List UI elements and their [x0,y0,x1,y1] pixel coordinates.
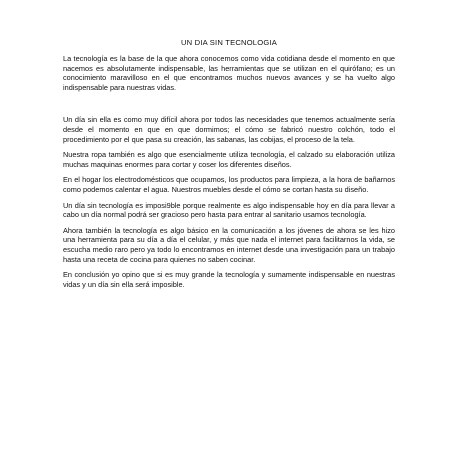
paragraph-clothing: Nuestra ropa también es algo que esencialmente utiliza tecnología, el calzado su elaboración utiliza muchas maquinas enormes para cortar y coser los diferentes diseños. [63,150,395,169]
paragraph-communication: Ahora también la tecnología es algo básico en la comunicación a los jóvenes de ahora se les hizo una herramienta para su día a día el celular, y más que nada el internet para facilitarnos la vida, se escucha medio raro pero ya todo lo encontramos en internet desde una investigación para un trabajo hasta una receta de cocina para quienes no saben cocinar. [63,225,395,264]
paragraph-conclusion: En conclusión yo opino que si es muy grande la tecnología y sumamente indispensable en nuestras vidas y un día sin ella será imposible. [63,270,395,289]
document-title: UN DIA SIN TECNOLOGIA [180,38,278,47]
paragraph-home: En el hogar los electrodomésticos que ocupamos, los productos para limpieza, a la hora de bañarnos como podemos calentar el agua. Nuestros muebles desde el cómo se cortan hasta su diseño. [63,175,395,194]
paragraph-intro: La tecnología es la base de la que ahora conocemos como vida cotidiana desde el momento en que nacemos es absolutamente indispensable, las herramientas que se utilizan en el quirófano; es un conocimiento maravilloso en el que encontramos muchos nuevos avances y se ha vuelto algo indispensable para nuestras vidas. [63,54,395,92]
paragraph-daily-life: Un día sin ella es como muy difícil ahora por todos las necesidades que tenemos actualmente sería desde el momento en que en que dormimos; el cómo se fabricó nuestro colchón, todo el procedimiento por el que pasa su creación, las sabanas, las cobijas, el proceso de la tela. [63,115,395,144]
paragraph-impossible: Un día sin tecnología es imposi9ble porque realmente es algo indispensable hoy en día para llevar a cabo un día normal podrá ser gracioso pero hasta para entrar al sanitario usamos tecnología. [63,200,395,220]
